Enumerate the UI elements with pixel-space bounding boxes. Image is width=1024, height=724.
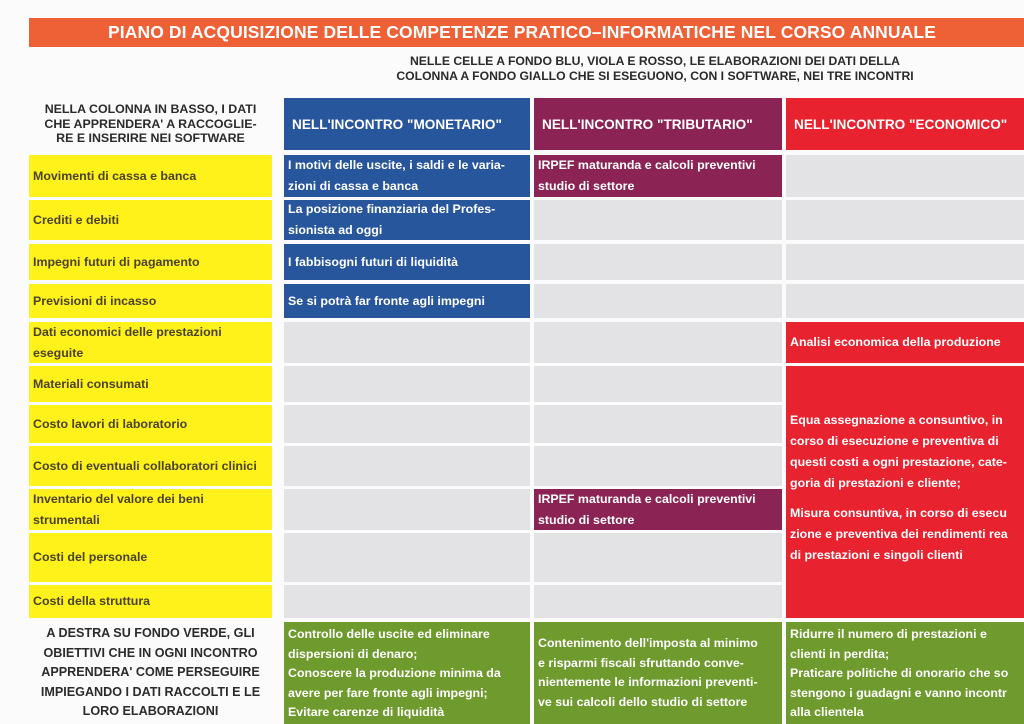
data-row-label-line: Inventario del valore dei beni	[33, 491, 204, 506]
objectives-left-note-line: LORO ELABORAZIONI	[82, 704, 219, 719]
empty-cell-economico	[786, 155, 1024, 197]
objectives-monetario	[284, 622, 530, 724]
subtitle-line-2: COLONNA A FONDO GIALLO CHE SI ESEGUONO, CON I SOFTWARE, NEI TRE INCONTRI	[396, 69, 914, 83]
objectives-monetario-line: Evitare carenze di liquidità	[288, 705, 445, 719]
data-row-label-line: eseguite	[33, 345, 84, 360]
cell-monetario	[284, 244, 530, 280]
empty-cell-tributario	[534, 533, 782, 582]
cell-economico	[786, 322, 1024, 363]
column-header-monetario: NELL'INCONTRO "MONETARIO"	[284, 98, 530, 150]
data-row-label	[29, 366, 272, 402]
cell-monetario-line: I motivi delle uscite, i saldi e le varia-	[288, 158, 505, 172]
objectives-economico	[786, 622, 1024, 724]
cell-tributario-line: IRPEF maturanda e calcoli preventivi	[538, 491, 756, 506]
economico-cost-allocation-block	[786, 366, 1024, 618]
cell-tributario-line: studio di settore	[538, 179, 635, 193]
data-row-label-line: Costo lavori di laboratorio	[33, 416, 188, 431]
empty-cell-economico	[786, 200, 1024, 240]
empty-cell-tributario	[534, 200, 782, 240]
data-row-label	[29, 489, 272, 530]
cell-tributario-line: studio di settore	[538, 512, 635, 527]
empty-cell-economico	[786, 244, 1024, 280]
data-row-label-line: Dati economici delle prestazioni	[33, 324, 222, 339]
objectives-monetario-line: avere per fare fronte agli impegni;	[288, 685, 488, 700]
data-row-label	[29, 585, 272, 618]
objectives-monetario-line: Controllo delle uscite ed eliminare	[288, 627, 490, 641]
objectives-economico-line: alla clientela	[790, 705, 864, 719]
empty-cell-monetario	[284, 446, 530, 486]
data-row-label-line: Materiali consumati	[33, 376, 149, 391]
economico-block-line: Equa assegnazione a consuntivo, in	[790, 413, 1003, 427]
column-header-tributario: NELL'INCONTRO "TRIBUTARIO"	[534, 98, 782, 150]
subtitle	[290, 54, 1020, 84]
data-row-label	[29, 322, 272, 363]
cell-monetario-line: Se si potrà far fronte agli impegni	[288, 293, 485, 308]
data-row-label-line: Costo di eventuali collaboratori clinici	[33, 458, 257, 473]
header-left-note	[29, 98, 272, 150]
objectives-tributario-line: Contenimento dell'imposta al minimo	[538, 636, 758, 650]
cell-monetario-line: La posizione finanziaria del Profes-	[288, 202, 496, 216]
objectives-economico-line: clienti in perdita;	[790, 646, 890, 661]
data-row-label-line: Movimenti di cassa e banca	[33, 168, 197, 183]
data-row-label-line: Impegni futuri di pagamento	[33, 254, 200, 269]
empty-cell-tributario	[534, 322, 782, 363]
data-row-label	[29, 533, 272, 582]
data-row-label	[29, 244, 272, 280]
cell-monetario	[284, 284, 530, 318]
empty-cell-tributario	[534, 284, 782, 318]
empty-cell-tributario	[534, 244, 782, 280]
cell-tributario	[534, 155, 782, 197]
objectives-monetario-line: dispersioni di denaro;	[288, 646, 418, 661]
objectives-monetario-line: Conoscere la produzione minima da	[288, 666, 501, 680]
objectives-tributario-line: ve sui calcoli dello studio di settore	[538, 694, 748, 709]
economico-block-line: zione e preventiva dei rendimenti rea	[790, 527, 1008, 541]
data-row-label	[29, 446, 272, 486]
empty-cell-economico	[786, 284, 1024, 318]
objectives-economico-line: Praticare politiche di onorario che so	[790, 666, 1009, 680]
economico-block-line: Misura consuntiva, in corso di esecu	[790, 506, 1007, 520]
economico-block-line: questi costi a ogni prestazione, cate-	[790, 455, 1007, 469]
empty-cell-monetario	[284, 405, 530, 443]
cell-monetario	[284, 200, 530, 240]
data-row-label	[29, 155, 272, 197]
empty-cell-monetario	[284, 489, 530, 530]
cell-monetario-line: I fabbisogni futuri di liquidità	[288, 254, 459, 269]
empty-cell-tributario	[534, 405, 782, 443]
empty-cell-monetario	[284, 533, 530, 582]
cell-monetario-line: sionista ad oggi	[288, 223, 383, 237]
economico-block-line: corso di esecuzione e preventiva di	[790, 434, 999, 448]
objectives-tributario-line: nientemente le informazioni preventi-	[538, 675, 758, 689]
header-left-note-line: CHE APPRENDERA' A RACCOGLIE-	[44, 116, 257, 131]
economico-block-line: di prestazioni e singoli clienti	[790, 548, 963, 562]
data-row-label	[29, 200, 272, 240]
empty-cell-monetario	[284, 585, 530, 618]
data-row-label-line: Previsioni di incasso	[33, 293, 157, 308]
objectives-left-note-line: IMPIEGANDO I DATI RACCOLTI E LE	[40, 684, 261, 699]
objectives-left-note-line: A DESTRA SU FONDO VERDE, GLI	[46, 626, 255, 641]
objectives-economico-line: stengono i guadagni e vanno incontr	[790, 685, 1007, 700]
subtitle-line-1: NELLE CELLE A FONDO BLU, VIOLA E ROSSO, LE ELABORAZIONI DEI DATI DELLA	[410, 54, 900, 68]
data-row-label	[29, 284, 272, 318]
data-row-label	[29, 405, 272, 443]
objectives-left-note-line: OBIETTIVI CHE IN OGNI INCONTRO	[43, 645, 258, 660]
empty-cell-monetario	[284, 366, 530, 402]
data-row-label-line: Costi del personale	[33, 550, 148, 564]
economico-block-line: goria di prestazioni e cliente;	[790, 476, 961, 490]
header-left-note-line: NELLA COLONNA IN BASSO, I DATI	[44, 102, 257, 117]
column-header-economico: NELL'INCONTRO "ECONOMICO"	[786, 98, 1024, 150]
cell-economico-line: Analisi economica della produzione	[790, 335, 1001, 349]
objectives-left-note-line: APPRENDERA' COME PERSEGUIRE	[41, 665, 260, 680]
objectives-tributario-line: e risparmi fiscali sfruttando conve-	[538, 655, 744, 670]
cell-monetario	[284, 155, 530, 197]
objectives-left-note	[29, 622, 272, 724]
empty-cell-tributario	[534, 366, 782, 402]
page-title: PIANO DI ACQUISIZIONE DELLE COMPETENZE PRATICO–INFORMATICHE NEL CORSO ANNUALE	[29, 18, 1024, 47]
empty-cell-tributario	[534, 585, 782, 618]
objectives-economico-line: Ridurre il numero di prestazioni e	[790, 627, 987, 641]
cell-monetario-line: zioni di cassa e banca	[288, 179, 419, 193]
empty-cell-monetario	[284, 322, 530, 363]
empty-cell-tributario	[534, 446, 782, 486]
cell-tributario-line: IRPEF maturanda e calcoli preventivi	[538, 158, 756, 172]
cell-tributario	[534, 489, 782, 530]
objectives-tributario	[534, 622, 782, 724]
data-row-label-line: strumentali	[33, 512, 100, 527]
header-left-note-line: RE E INSERIRE NEI SOFTWARE	[56, 131, 245, 146]
data-row-label-line: Crediti e debiti	[33, 212, 120, 227]
data-row-label-line: Costi della struttura	[33, 594, 151, 608]
